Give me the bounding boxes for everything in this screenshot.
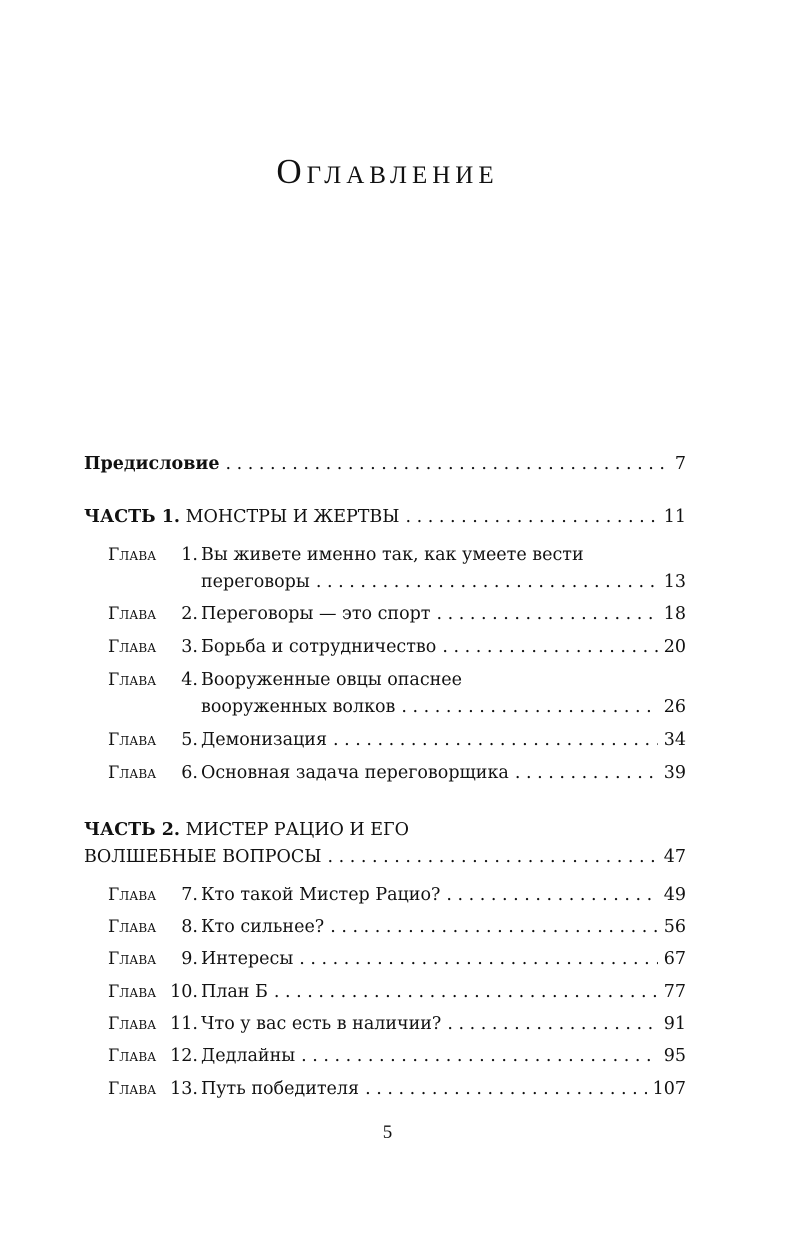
page-title: Оглавление — [276, 152, 499, 191]
part-2-label: ЧАСТЬ 2. — [84, 820, 180, 840]
toc-entry-chapter-13 — [201, 1077, 686, 1101]
chapter-2-title: Переговоры — это спорт — [201, 604, 431, 624]
chapter-7-title: Кто такой Мистер Рацио? — [201, 885, 441, 905]
dot-leader — [365, 1077, 647, 1101]
chapter-prefix: Глава — [108, 1046, 157, 1066]
toc-entry-chapter-12 — [201, 1044, 686, 1068]
chapter-label — [108, 635, 198, 659]
page-number: 107 — [652, 1079, 686, 1099]
part-1-title: МОНСТРЫ И ЖЕРТВЫ — [185, 507, 400, 527]
chapter-number: 12. — [170, 1046, 198, 1066]
chapter-number: 10. — [170, 982, 198, 1002]
chapter-13-title: Путь победителя — [201, 1079, 360, 1099]
chapter-prefix: Глава — [108, 917, 157, 937]
chapter-label — [108, 1077, 198, 1101]
page-number: 67 — [663, 949, 686, 969]
chapter-prefix: Глава — [108, 545, 157, 565]
chapter-number: 13. — [170, 1079, 198, 1099]
chapter-5-title: Демонизация — [201, 730, 327, 750]
chapter-prefix: Глава — [108, 730, 157, 750]
dot-leader — [316, 570, 658, 594]
dot-leader — [442, 635, 657, 659]
chapter-prefix: Глава — [108, 637, 157, 657]
chapter-3-title: Борьба и сотрудничество — [201, 637, 437, 657]
chapter-label — [108, 728, 198, 752]
page-number: 7 — [674, 454, 686, 474]
chapter-9-title: Интересы — [201, 949, 294, 969]
page-number: 18 — [663, 604, 686, 624]
chapter-label — [108, 883, 198, 907]
chapter-number: 1. — [181, 545, 198, 565]
page-number: 77 — [663, 982, 686, 1002]
toc-entry-chapter-10 — [201, 980, 686, 1004]
part-2-title-line-2: ВОЛШЕБНЫЕ ВОПРОСЫ — [84, 847, 322, 867]
dot-leader — [274, 980, 658, 1004]
chapter-prefix: Глава — [108, 1079, 157, 1099]
page-number: 11 — [663, 507, 686, 527]
chapter-number: 8. — [181, 917, 198, 937]
chapter-10-title: План Б — [201, 982, 268, 1002]
chapter-6-title: Основная задача переговорщика — [201, 763, 509, 783]
part-1-heading — [84, 505, 400, 529]
preface-label: Предисловие — [84, 454, 220, 474]
chapter-label — [108, 1044, 198, 1068]
chapter-1-title-line-1: Вы живете именно так, как умеете вести — [201, 545, 584, 565]
toc-entry-chapter-8 — [201, 915, 686, 939]
toc-entry-chapter-5 — [201, 728, 686, 752]
toc-entry-chapter-11 — [201, 1012, 686, 1036]
chapter-number: 2. — [181, 604, 198, 624]
toc-entry-preface — [84, 452, 686, 476]
dot-leader — [327, 845, 657, 869]
chapter-label — [108, 543, 198, 567]
toc-entry-chapter-6 — [201, 761, 686, 785]
chapter-label — [108, 947, 198, 971]
dot-leader — [333, 728, 658, 752]
chapter-label — [108, 668, 198, 692]
chapter-prefix: Глава — [108, 1014, 157, 1034]
page-number: 49 — [663, 885, 686, 905]
toc-entry-chapter-3 — [201, 635, 686, 659]
chapter-4-title-line-2: вооруженных волков — [201, 697, 396, 717]
toc-entry-chapter-4 — [201, 695, 686, 719]
toc-entry-chapter-9 — [201, 947, 686, 971]
chapter-label — [108, 915, 198, 939]
dot-leader — [299, 947, 657, 971]
dot-leader — [301, 1044, 658, 1068]
page-number: 56 — [663, 917, 686, 937]
part-1-label: ЧАСТЬ 1. — [84, 507, 180, 527]
page-number: 13 — [663, 572, 686, 592]
folio-page-number: 5 — [382, 1122, 393, 1143]
chapter-prefix: Глава — [108, 604, 157, 624]
dot-leader — [446, 883, 657, 907]
toc-entry-part-1 — [84, 505, 686, 529]
chapter-label — [108, 602, 198, 626]
part-2-title-line-1: МИСТЕР РАЦИО И ЕГО — [185, 820, 409, 840]
dot-leader — [437, 602, 658, 626]
page-number: 47 — [663, 847, 686, 867]
chapter-number: 5. — [181, 730, 198, 750]
toc-entry-chapter-2 — [201, 602, 686, 626]
page-number: 39 — [663, 763, 686, 783]
chapter-number: 4. — [181, 670, 198, 690]
dot-leader — [406, 505, 658, 529]
chapter-label — [108, 980, 198, 1004]
chapter-prefix: Глава — [108, 670, 157, 690]
dot-leader — [330, 915, 658, 939]
page-number: 20 — [663, 637, 686, 657]
chapter-11-title: Что у вас есть в наличии? — [201, 1014, 442, 1034]
dot-leader — [515, 761, 658, 785]
page-number: 26 — [663, 697, 686, 717]
chapter-label — [108, 761, 198, 785]
chapter-prefix: Глава — [108, 949, 157, 969]
chapter-prefix: Глава — [108, 763, 157, 783]
chapter-12-title: Дедлайны — [201, 1046, 296, 1066]
chapter-number: 3. — [181, 637, 198, 657]
toc-entry-chapter-1 — [201, 570, 686, 594]
chapter-number: 11. — [170, 1014, 198, 1034]
part-2-heading-line-1 — [84, 818, 409, 842]
page-number: 91 — [663, 1014, 686, 1034]
chapter-label — [108, 1012, 198, 1036]
chapter-number: 6. — [181, 763, 198, 783]
chapter-number: 9. — [181, 949, 198, 969]
chapter-8-title: Кто сильнее? — [201, 917, 325, 937]
toc-entry-chapter-7 — [201, 883, 686, 907]
chapter-4-title-line-1: Вооруженные овцы опаснее — [201, 670, 463, 690]
chapter-prefix: Глава — [108, 982, 157, 1002]
dot-leader — [447, 1012, 657, 1036]
chapter-number: 7. — [181, 885, 198, 905]
toc-entry-part-2 — [84, 845, 686, 869]
chapter-prefix: Глава — [108, 885, 157, 905]
dot-leader — [225, 452, 668, 476]
page-number: 95 — [663, 1046, 686, 1066]
chapter-1-title-line-2: переговоры — [201, 572, 310, 592]
dot-leader — [401, 695, 657, 719]
page-number: 34 — [663, 730, 686, 750]
